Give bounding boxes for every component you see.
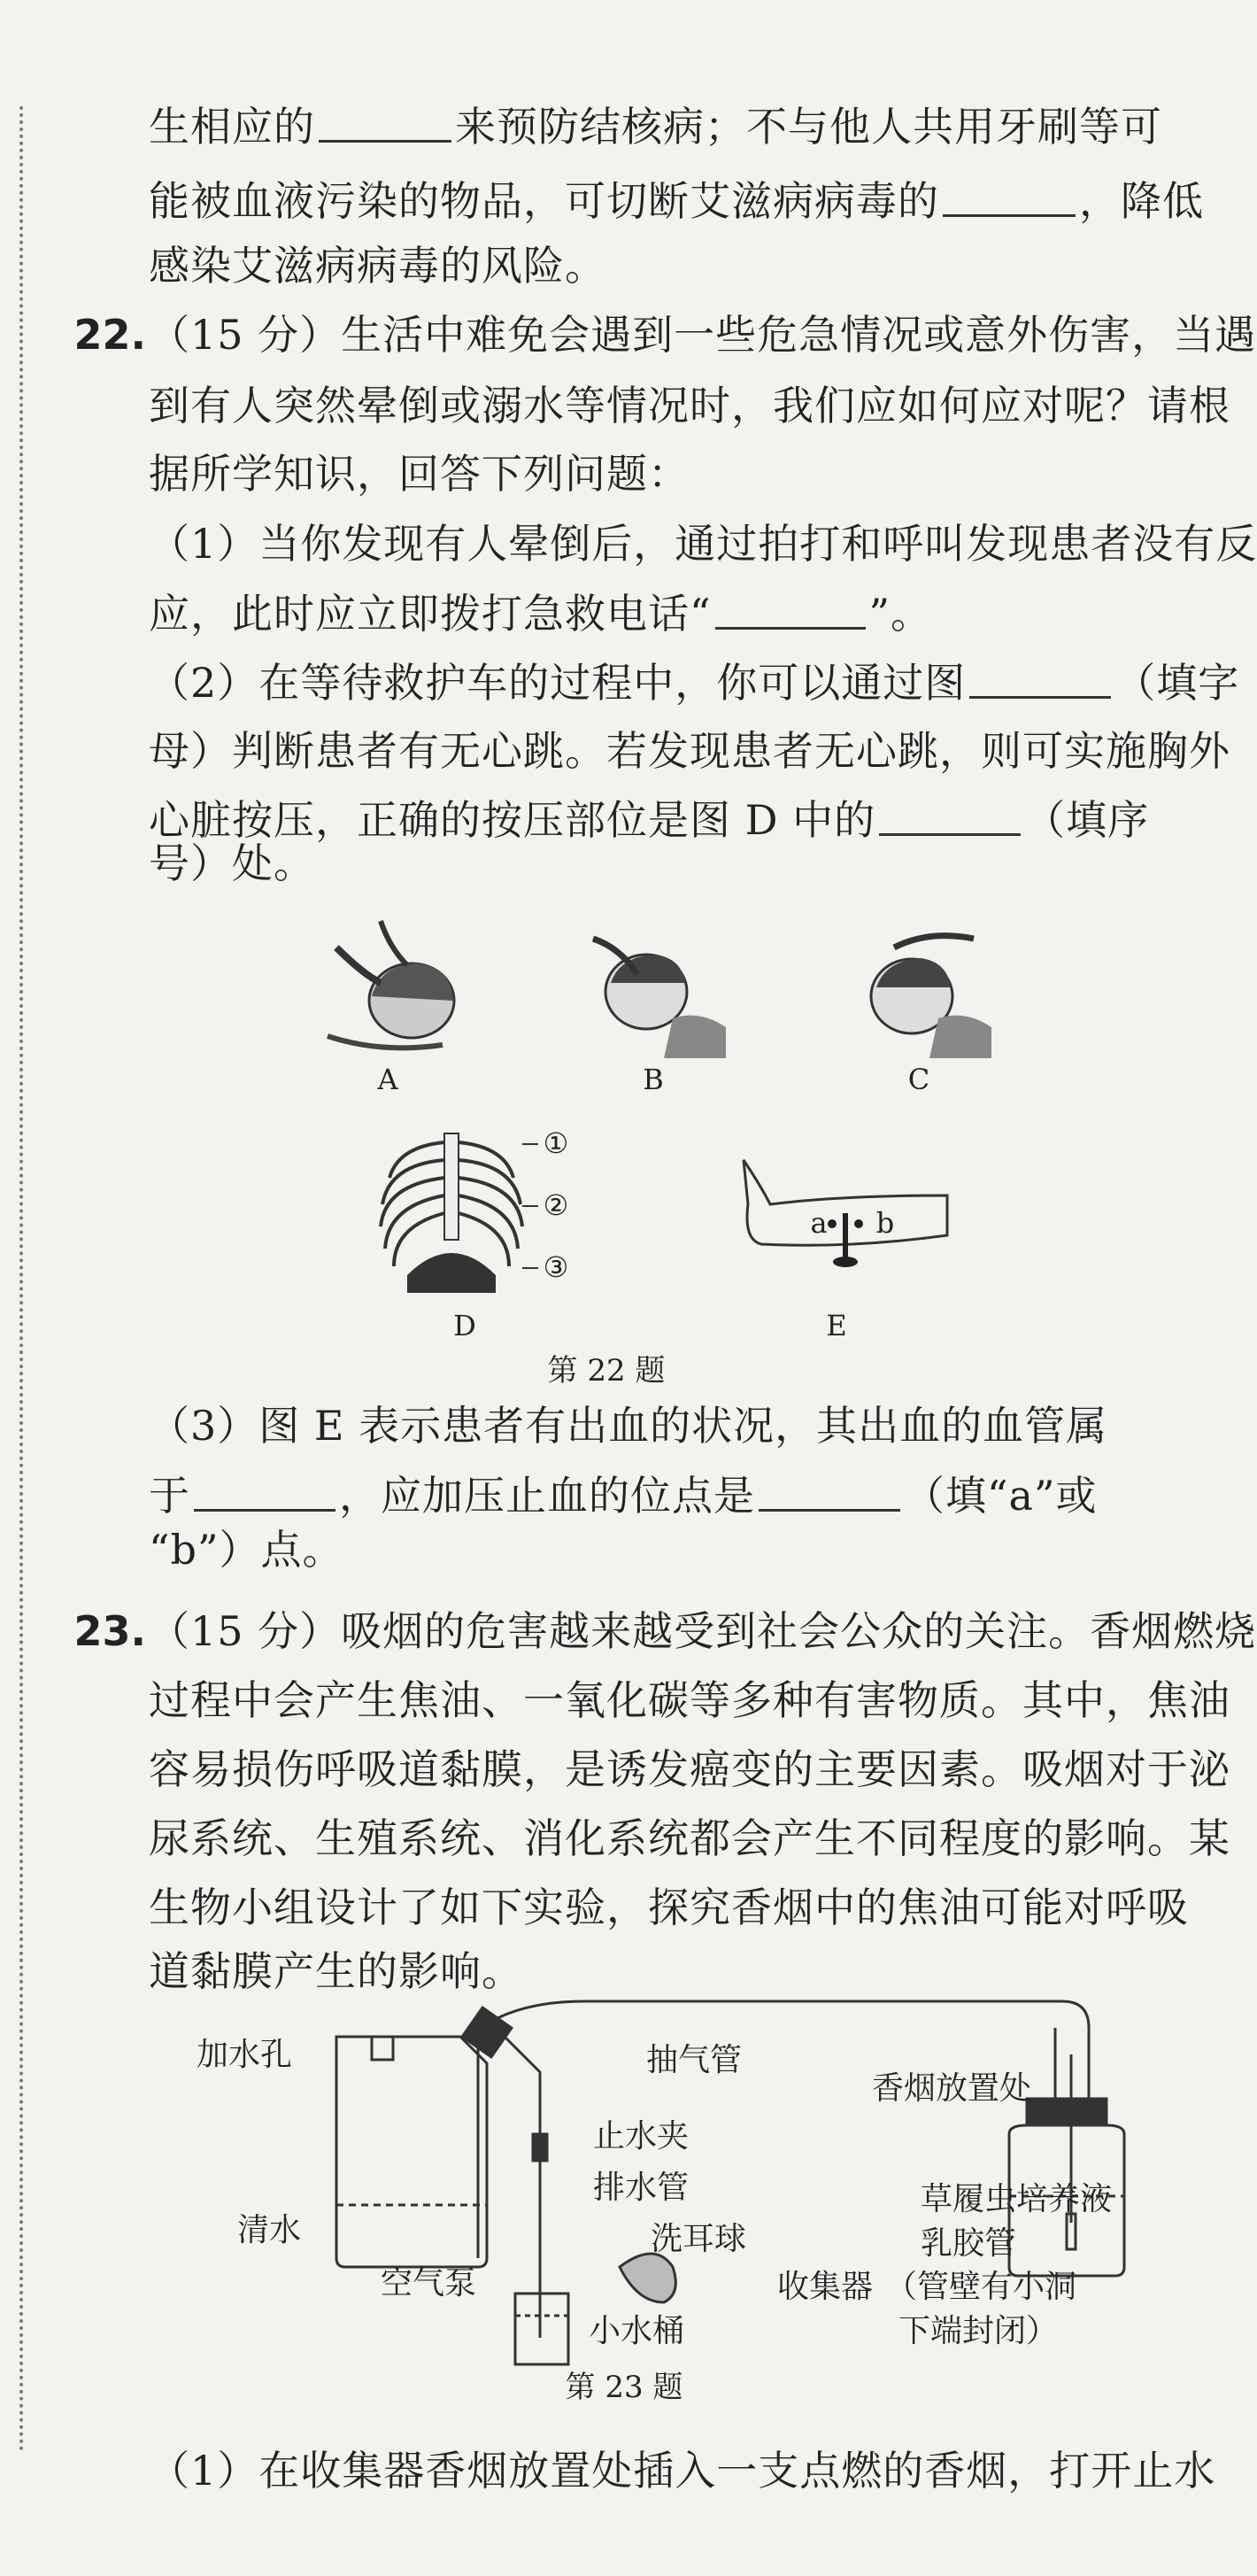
text: 应，此时应立即拨打急救电话“ — [149, 590, 712, 638]
q23-stem-4: 尿系统、生殖系统、消化系统都会产生不同程度的影响。某 — [149, 1814, 1230, 1862]
q23-p1-line-1: （1）在收集器香烟放置处插入一支点燃的香烟，打开止水 — [149, 2447, 1216, 2495]
q23-stem-1: （15 分）吸烟的危害越来越受到社会公众的关注。香烟燃烧 — [149, 1607, 1257, 1655]
figure-label-a: A — [377, 1063, 398, 1096]
label-drain-pipe: 排水管 — [593, 2170, 690, 2206]
question-22-number: 22. — [73, 311, 146, 359]
q22-p3-line-1: （3）图 E 表示患者有出血的状况，其出血的血管属 — [149, 1402, 1108, 1450]
figure-label-d: D — [453, 1309, 476, 1342]
figure-label-c: C — [907, 1063, 930, 1096]
answer-blank[interactable] — [319, 99, 451, 143]
q22-stem-2: 到有人突然晕倒或溺水等情况时，我们应如何应对呢？请根 — [149, 382, 1230, 429]
figure-22-caption: 第 22 题 — [547, 1353, 666, 1389]
label-cigarette-place: 香烟放置处 — [872, 2070, 1032, 2107]
text: （2）在等待救护车的过程中，你可以通过图 — [149, 659, 967, 707]
q22-p3-line-2 — [149, 1468, 1176, 1522]
text: （填字 — [1114, 659, 1240, 707]
figure-d-marker-2: ② — [543, 1188, 569, 1222]
label-collector: 收集器 — [777, 2269, 874, 2305]
answer-blank[interactable] — [879, 793, 1021, 836]
q23-stem-6: 道黏膜产生的影响。 — [149, 1947, 523, 1995]
label-water: 清水 — [237, 2212, 302, 2248]
q23-stem-2: 过程中会产生焦油、一氧化碳等多种有害物质。其中，焦油 — [149, 1676, 1230, 1724]
q22-p2-line-2: 母）判断患者有无心跳。若发现患者无心跳，则可实施胸外 — [149, 727, 1230, 775]
text: ，应加压止血的位点是 — [339, 1472, 755, 1520]
answer-blank[interactable] — [715, 586, 866, 630]
q23-stem-5: 生物小组设计了如下实验，探究香烟中的焦油可能对呼吸 — [149, 1884, 1189, 1931]
figure-e-leg — [735, 1151, 956, 1293]
q22-p3-line-3: “b”）点。 — [149, 1526, 344, 1574]
question-23-number: 23. — [73, 1607, 146, 1655]
label-note-line-2: 下端封闭） — [898, 2313, 1059, 2349]
label-paramecium-culture: 草履虫培养液 — [921, 2181, 1113, 2217]
answer-blank[interactable] — [759, 1468, 900, 1512]
figure-e-point-b: b — [875, 1206, 895, 1240]
q23-stem-3: 容易损伤呼吸道黏膜，是诱发癌变的主要因素。吸烟对于泌 — [149, 1745, 1230, 1793]
label-clamp: 止水夹 — [593, 2118, 690, 2154]
label-air-pump: 空气泵 — [381, 2265, 477, 2301]
label-ear-bulb: 洗耳球 — [651, 2221, 747, 2257]
figure-23-caption: 第 23 题 — [565, 2370, 683, 2405]
intro-line-1 — [149, 99, 1176, 153]
figure-e-point-a: a — [810, 1206, 828, 1240]
q22-p2-line-4: 号）处。 — [149, 839, 315, 887]
text: （填序 — [1024, 796, 1150, 844]
figure-d-marker-3: ③ — [543, 1250, 569, 1284]
label-suction-pipe: 抽气管 — [646, 2042, 743, 2078]
q22-p2-line-1 — [149, 655, 1240, 709]
figure-label-e: E — [826, 1309, 847, 1342]
label-fill-hole: 加水孔 — [197, 2037, 293, 2073]
text: ”。 — [868, 590, 933, 638]
q22-p1-line-2 — [149, 586, 1176, 640]
text: （填“a”或 — [904, 1472, 1098, 1520]
figure-c-breath-check — [841, 912, 1000, 1063]
q22-p1-line-1: （1）当你发现有人晕倒后，通过拍打和呼叫发现患者没有反 — [149, 520, 1257, 568]
answer-blank[interactable] — [194, 1468, 335, 1512]
answer-blank[interactable] — [943, 174, 1076, 217]
intro-line-3: 感染艾滋病病毒的风险。 — [149, 242, 606, 290]
text: 能被血液污染的物品，可切断艾滋病病毒的 — [149, 177, 939, 225]
q22-stem-3: 据所学知识，回答下列问题： — [149, 450, 690, 498]
q22-stem-1: （15 分）生活中难免会遇到一些危急情况或意外伤害，当遇 — [149, 311, 1257, 359]
figure-d-marker-1: ① — [543, 1126, 569, 1160]
text: 来预防结核病；不与他人共用牙刷等可 — [455, 103, 1162, 151]
figure-b-pulse-check — [575, 912, 735, 1063]
figure-a-head-tilt — [328, 912, 487, 1063]
intro-line-2 — [149, 174, 1204, 228]
figure-label-b: B — [643, 1063, 664, 1096]
label-note-line-1: （管壁有小洞 — [885, 2269, 1077, 2305]
text: 于 — [149, 1472, 190, 1520]
text: ，降低 — [1079, 177, 1204, 225]
binding-dotted-line — [19, 106, 23, 2453]
text: 生相应的 — [149, 103, 315, 151]
figure-d-ribcage — [363, 1125, 540, 1302]
label-latex-tube: 乳胶管 — [921, 2225, 1017, 2262]
label-bucket: 小水桶 — [589, 2313, 685, 2349]
answer-blank[interactable] — [969, 655, 1111, 699]
text: 心脏按压，正确的按压部位是图 D 中的 — [149, 796, 876, 844]
